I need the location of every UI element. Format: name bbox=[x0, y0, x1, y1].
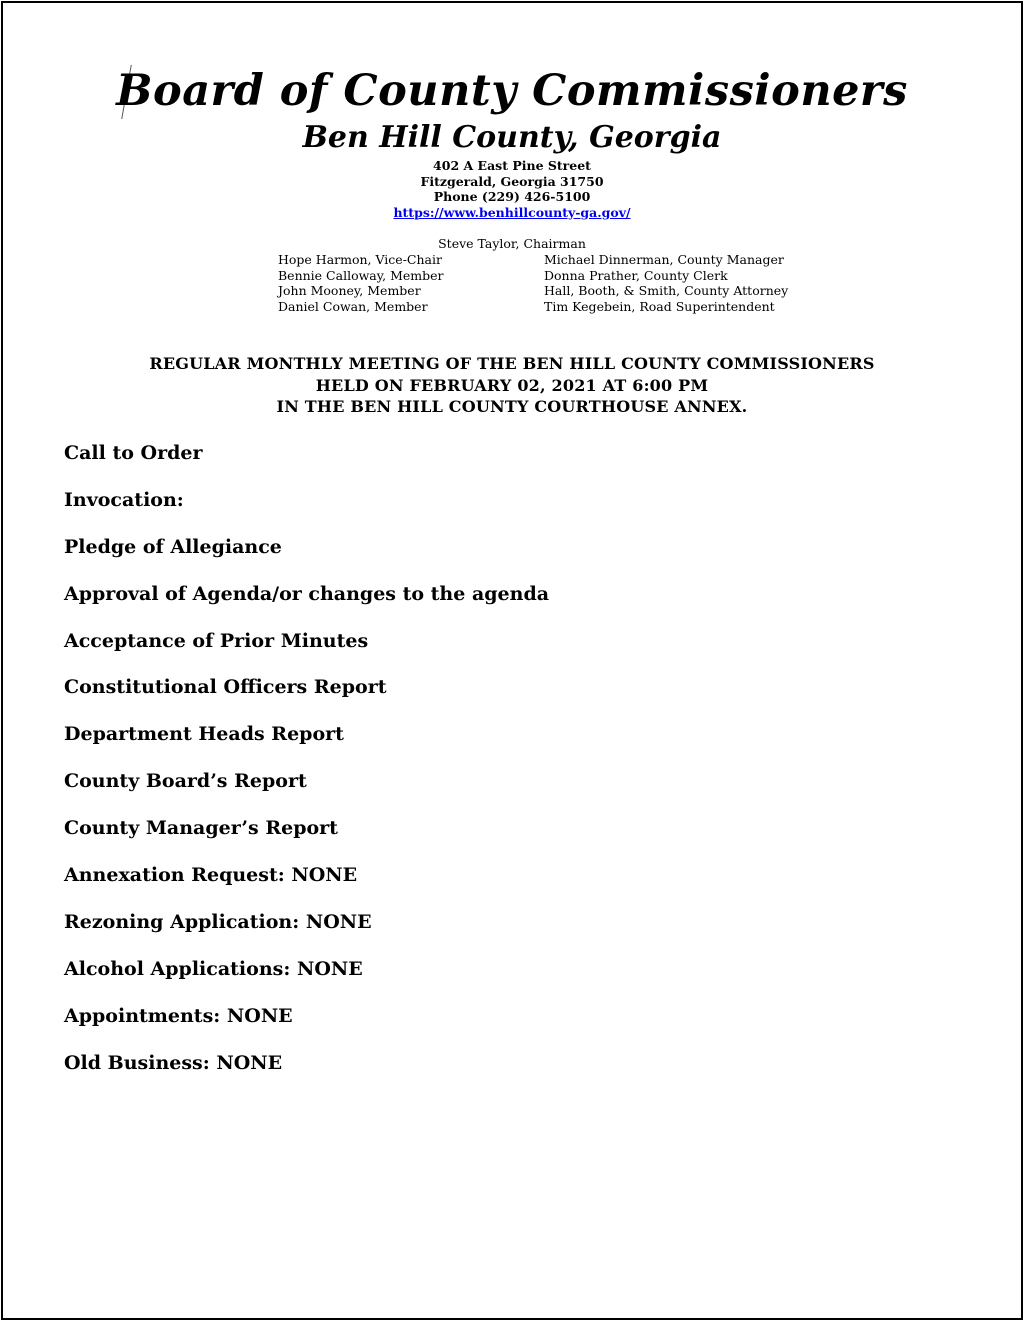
document-title: Board of County Commissioners bbox=[116, 66, 908, 116]
address-street: 402 A East Pine Street bbox=[433, 158, 591, 173]
official-vice-chair: Hope Harmon, Vice-Chair bbox=[278, 252, 442, 267]
agenda-item: County Board’s Report bbox=[64, 770, 307, 793]
agenda-item: Alcohol Applications: NONE bbox=[64, 957, 363, 980]
official-county-manager: Michael Dinnerman, County Manager bbox=[544, 252, 784, 267]
agenda-item: Acceptance of Prior Minutes bbox=[64, 629, 369, 652]
address-block bbox=[3, 158, 1021, 220]
chairman-name: Steve Taylor, Chairman bbox=[438, 236, 586, 251]
agenda-item: Old Business: NONE bbox=[64, 1051, 283, 1074]
official-member: Daniel Cowan, Member bbox=[278, 298, 428, 314]
agenda-list bbox=[64, 440, 549, 1096]
agenda-item: Appointments: NONE bbox=[64, 1004, 293, 1027]
official-member: John Mooney, Member bbox=[278, 283, 421, 298]
agenda-item: Rezoning Application: NONE bbox=[64, 910, 372, 933]
official-county-attorney: Hall, Booth, & Smith, County Attorney bbox=[544, 283, 789, 298]
agenda-item: Invocation: bbox=[64, 488, 184, 511]
commissioners-list bbox=[278, 252, 444, 314]
meeting-date: HELD ON FEBRUARY 02, 2021 AT 6:00 PM bbox=[315, 375, 709, 395]
official-road-superintendent: Tim Kegebein, Road Superintendent bbox=[544, 298, 775, 314]
meeting-heading bbox=[3, 353, 1021, 418]
document-page bbox=[1, 1, 1023, 1320]
agenda-item: Approval of Agenda/or changes to the agenda bbox=[64, 582, 550, 605]
website-link[interactable]: https://www.benhillcounty-ga.gov/ bbox=[393, 204, 631, 220]
agenda-item: Annexation Request: NONE bbox=[64, 864, 358, 887]
agenda-item: Constitutional Officers Report bbox=[64, 676, 387, 699]
meeting-title: REGULAR MONTHLY MEETING OF THE BEN HILL COUNTY COMMISSIONERS bbox=[149, 354, 875, 373]
agenda-item: Pledge of Allegiance bbox=[64, 535, 282, 558]
agenda-item: Department Heads Report bbox=[64, 723, 344, 746]
meeting-location: IN THE BEN HILL COUNTY COURTHOUSE ANNEX. bbox=[276, 397, 748, 416]
phone-number: Phone (229) 426-5100 bbox=[433, 189, 591, 204]
address-city: Fitzgerald, Georgia 31750 bbox=[420, 173, 604, 189]
official-member: Bennie Calloway, Member bbox=[278, 267, 444, 283]
document-subtitle: Ben Hill County, Georgia bbox=[302, 120, 722, 155]
agenda-item: Call to Order bbox=[64, 442, 203, 464]
staff-list bbox=[544, 252, 788, 314]
official-county-clerk: Donna Prather, County Clerk bbox=[544, 267, 728, 283]
agenda-item: County Manager’s Report bbox=[64, 817, 338, 840]
